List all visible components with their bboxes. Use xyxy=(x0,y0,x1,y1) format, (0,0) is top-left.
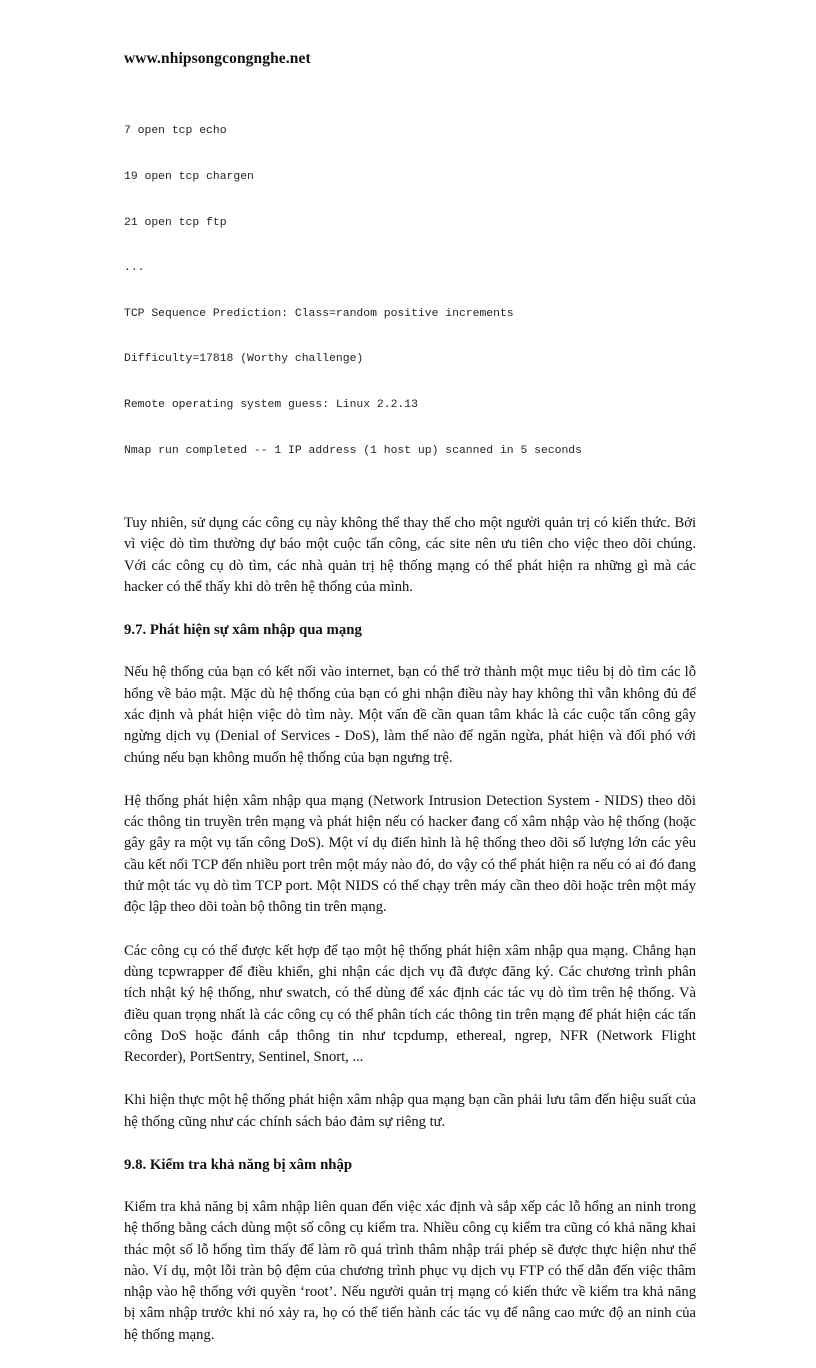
code-line: TCP Sequence Prediction: Class=random positive increments xyxy=(124,307,514,320)
paragraph-tools-limit: Tuy nhiên, sử dụng các công cụ này không thể thay thế cho một người quản trị có kiến thức. Bởi vì việc dò tìm thường dự báo một cuộc tấn công, các site nên ưu tiên cho việc theo dõi chúng. Với các công cụ dò tìm, các nhà quản trị hệ thống mạng có thể phát hiện ra những gì mà các hacker có thể thấy khi dò trên hệ thống của mình. xyxy=(124,515,696,596)
nmap-output xyxy=(124,94,696,489)
paragraph-penetration-testing: Kiểm tra khả năng bị xâm nhập liên quan đến việc xác định và sắp xếp các lỗ hổng an ninh trong hệ thống bằng cách dùng một số công cụ kiểm tra. Nhiều công cụ kiểm tra cũng có khả năng khai thác một số lỗ hổng tìm thấy để làm rõ quá trình thâm nhập trái phép sẽ được thực hiện như thế nào. Ví dụ, một lỗi tràn bộ đệm của chương trình phục vụ dịch vụ FTP có thể dẫn đến việc thâm nhập vào hệ thống với quyền ‘root’. Nếu người quản trị mạng có kiến thức về kiểm tra khả năng bị xâm nhập trước khi nó xảy ra, họ có thể tiến hành các tác vụ để nâng cao mức độ an ninh của hệ thống mạng. xyxy=(124,1198,696,1343)
code-line: 7 open tcp echo xyxy=(124,125,227,138)
section-heading-9-8: 9.8. Kiểm tra khả năng bị xâm nhập xyxy=(124,1156,353,1173)
code-line: 21 open tcp ftp xyxy=(124,216,227,229)
code-line: Difficulty=17818 (Worthy challenge) xyxy=(124,353,364,366)
code-line: Remote operating system guess: Linux 2.2.13 xyxy=(124,398,418,411)
document-page xyxy=(124,50,696,1368)
paragraph-internet-risk: Nếu hệ thống của bạn có kết nối vào internet, bạn có thể trở thành một mục tiêu bị dò tìm các lỗ hổng về bảo mật. Mặc dù hệ thống của bạn có ghi nhận điều này hay không thì vẫn không đủ để xác định và phát hiện việc dò tìm này. Một vấn đề cần quan tâm khác là các cuộc tấn công gây ngừng dịch vụ (Denial of Services - DoS), làm thế nào để ngăn ngừa, phát hiện và đối phó với chúng nếu bạn không muốn hệ thống của bạn ngưng trệ. xyxy=(124,664,696,766)
code-line: ... xyxy=(124,262,145,275)
code-line: Nmap run completed -- 1 IP address (1 host up) scanned in 5 seconds xyxy=(124,444,582,457)
paragraph-performance: Khi hiện thực một hệ thống phát hiện xâm nhập qua mạng bạn cần phải lưu tâm đến hiệu suất của hệ thống cũng như các chính sách bảo đảm sự riêng tư. xyxy=(124,1092,696,1130)
paragraph-nids: Hệ thống phát hiện xâm nhập qua mạng (Network Intrusion Detection System - NIDS) theo dõi các thông tin truyền trên mạng và phát hiện nếu có hacker đang cố xâm nhập vào hệ thống (hoặc gây gây ra một vụ tấn công DoS). Một ví dụ điển hình là hệ thống theo dõi số lượng lớn các yêu cầu kết nối TCP đến nhiều port trên một máy nào đó, do vậy có thể phát hiện ra nếu có ai đó đang thử một tác vụ dò tìm TCP port. Một NIDS có thể chạy trên máy cần theo dõi hoặc trên một máy độc lập theo dõi toàn bộ thông tin trên mạng. xyxy=(124,792,696,916)
code-line: 19 open tcp chargen xyxy=(124,171,254,183)
section-heading-9-7: 9.7. Phát hiện sự xâm nhập qua mạng xyxy=(124,622,362,639)
site-header: www.nhipsongcongnghe.net xyxy=(124,50,311,67)
paragraph-tools-combination: Các công cụ có thể được kết hợp để tạo một hệ thống phát hiện xâm nhập qua mạng. Chẳng hạn dùng tcpwrapper để điều khiển, ghi nhận các dịch vụ đã được đăng ký. Các chương trình phân tích nhật ký hệ thống, như swatch, có thể dùng để xác định các tác vụ dò tìm trên hệ thống. Và điều quan trọng nhất là các công cụ có thể phân tích các thông tin trên mạng để phát hiện các tấn công DoS hoặc đánh cắp thông tin như tcpdump, ethereal, ngrep, NFR (Network Flight Recorder), PortSentry, Sentinel, Snort, ... xyxy=(124,942,696,1066)
